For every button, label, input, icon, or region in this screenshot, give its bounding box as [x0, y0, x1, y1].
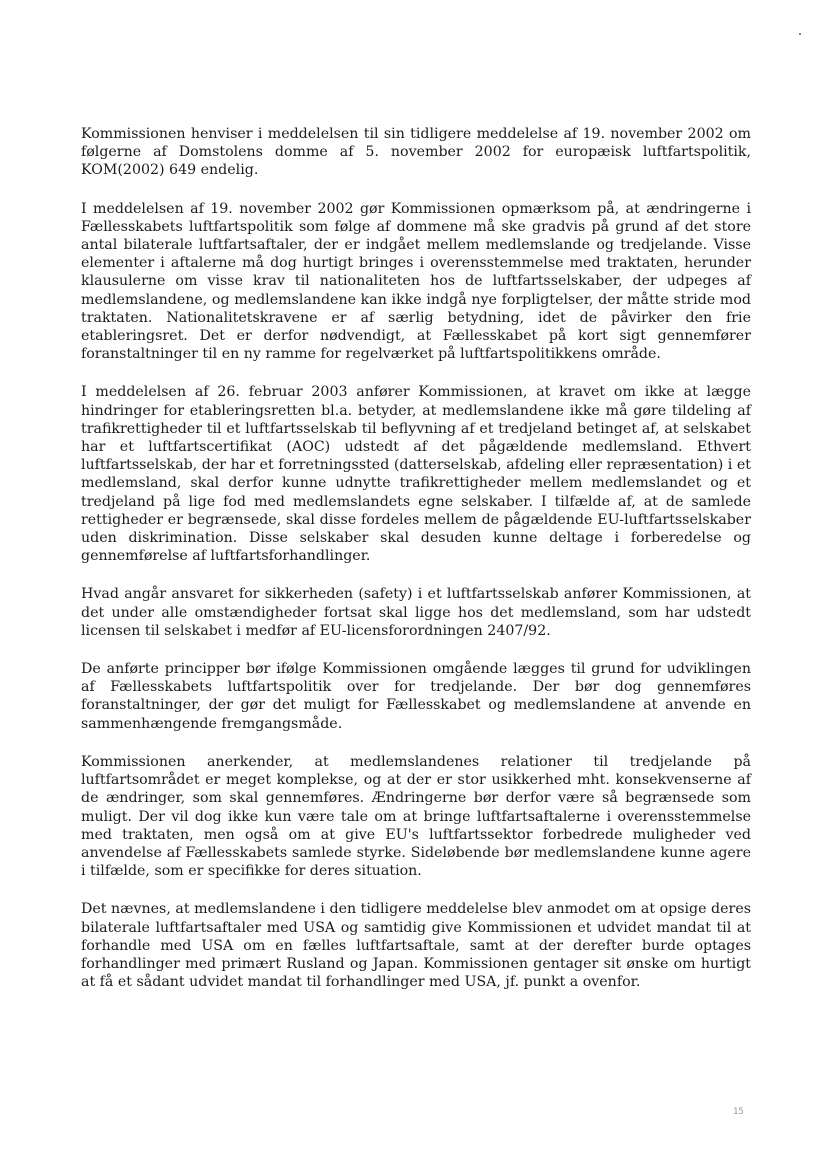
document-body: [81, 125, 751, 1011]
paragraph-5: De anførte principper bør ifølge Kommissionen omgående lægges til grund for udviklingen af Fællesskabets luftfartspolitik over for tredjelande. Der bør dog gennemføres foranstaltninger, der gør det muligt for Fællesskabet og medlemslandene at anvende en sammenhængende fremgangsmåde.: [81, 661, 751, 732]
paragraph-7: Det nævnes, at medlemslandene i den tidligere meddelelse blev anmodet om at opsige deres bilaterale luftfartsaftaler med USA og samtidig give Kommissionen et udvidet mandat til at forhandle med USA om en fælles luftfartsaftale, samt at der derefter burde optages forhandlinger med primært Rusland og Japan. Kommissionen gentager sit ønske om hurtigt at få et sådant udvidet mandat til forhandlinger med USA, jf. punkt a ovenfor.: [81, 901, 751, 991]
page-number: 15: [733, 1107, 744, 1117]
paragraph-1: Kommissionen henviser i meddelelsen til sin tidligere meddelelse af 19. november 2002 om følgerne af Domstolens domme af 5. november 2002 for europæisk luftfartspolitik, KOM(2002) 649 endelig.: [81, 126, 751, 179]
paragraph-4: Hvad angår ansvaret for sikkerheden (safety) i et luftfartsselskab anfører Kommissionen, at det under alle omstændigheder fortsat skal ligge hos det medlemsland, som har udstedt licensen til selskabet i medfør af EU-licensforordningen 2407/92.: [81, 586, 751, 639]
paragraph-3: I meddelelsen af 26. februar 2003 anfører Kommissionen, at kravet om ikke at lægge hindringer for etableringsretten bl.a. betyder, at medlemslandene ikke må gøre tildeling af trafikrettigheder til et luftfartsselskab til beflyvning af et tredjeland betinget af, at selskabet har et luftfartscertifikat (AOC) udstedt af det pågældende medlemsland. Ethvert luftfartsselskab, der har et forretningssted (datterselskab, afdeling eller repræsentation) i et medlemsland, skal derfor kunne udnytte trafikrettigheder mellem medlemslandet og et tredjeland på lige fod med medlemslandets egne selskaber. I tilfælde af, at de samlede rettigheder er begrænsede, skal disse fordeles mellem de pågældende EU-luftfartsselskaber uden diskrimination. Disse selskaber skal desuden kunne deltage i forberedelse og gennemførelse af luftfartsforhandlinger.: [81, 384, 751, 565]
paragraph-6: Kommissionen anerkender, at medlemslandenes relationer til tredjelande på luftfartsområdet er meget komplekse, og at der er stor usikkerhed mht. konsekvenserne af de ændringer, som skal gennemføres. Ændringerne bør derfor være så begrænsede som muligt. Der vil dog ikke kun være tale om at bringe luftfartsaftalerne i overensstemmelse med traktaten, men også om at give EU's luftfartssektor forbedrede muligheder ved anvendelse af Fællesskabets samlede styrke. Sideløbende bør medlemslandene kunne agere i tilfælde, som er specifikke for deres situation.: [81, 753, 751, 880]
paragraph-2: I meddelelsen af 19. november 2002 gør Kommissionen opmærksom på, at ændringerne i Fællesskabets luftfartspolitik som følge af dommene må ske gradvis på grund af det store antal bilaterale luftfartsaftaler, der er indgået mellem medlemslande og tredjelande. Visse elementer i aftalerne må dog hurtigt bringes i overensstemmelse med traktaten, herunder klausulerne om visse krav til nationaliteten hos de luftfartsselskaber, der udpeges af medlemslandene, og medlemslandene kan ikke indgå nye forpligtelser, der måtte stride mod traktaten. Nationalitetskravene er af særlig betydning, idet de påvirker den frie etableringsret. Det er derfor nødvendigt, at Fællesskabet på kort sigt gennemfører foranstaltninger til en ny ramme for regelværket på luftfartspolitikkens område.: [81, 200, 751, 363]
scan-speck: [799, 33, 801, 35]
